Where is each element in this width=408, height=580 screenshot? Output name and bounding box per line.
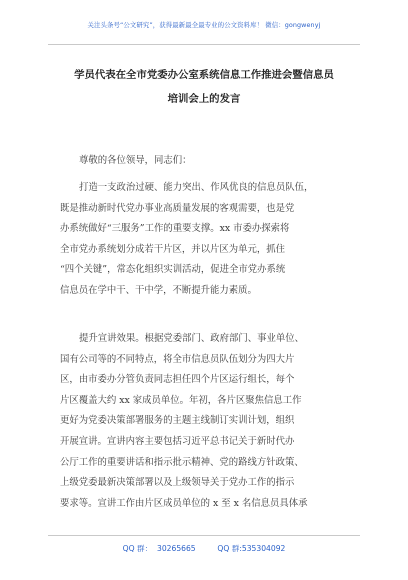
- paragraph-line: 全市党办系统划分成若干片区，并以片区为单元，抓住: [60, 243, 286, 255]
- paragraph-line: 更好为党委决策部署服务的主题主线制订实训计划，组织: [60, 415, 295, 427]
- paragraph-line: 提升宣讲效果。根据党委部门、政府部门、事业单位、: [79, 333, 305, 344]
- greeting: [60, 151, 348, 172]
- paragraph-line: 公厅工作的重要讲话和指示批示精神、党的路线方针政策、: [60, 456, 304, 468]
- paragraph-line: 办系统做好“三服务”工作的重要支撑。xx 市委办探索将: [60, 223, 290, 235]
- footer-divider: [48, 535, 360, 536]
- paragraph-line: “四个关键”，常态化组织实训活动，促进全市党办系统: [60, 264, 286, 276]
- paragraph-1: [60, 178, 348, 302]
- paragraph-line: 上级党委最新决策部署以及上级领导关于党办工作的指示: [60, 477, 295, 489]
- document-title-line-2: 培训会上的发言: [167, 93, 241, 105]
- paragraph-line: 开展宣讲。宣讲内容主要包括习近平总书记关于新时代办: [60, 435, 295, 447]
- paragraph-line: 信息员在学中干、干中学，不断提升能力素质。: [60, 284, 257, 296]
- paragraph-line: 国有公司等的不同特点，将全市信息员队伍划分为四大片: [60, 353, 295, 365]
- paragraph-line: 既是推动新时代党办事业高质量发展的客观需要，也是党: [60, 202, 295, 214]
- greeting-text: 尊敬的各位领导，同志们：: [79, 155, 192, 166]
- paragraph-2: [60, 329, 348, 514]
- paragraph-line: 区，由市委办分管负责同志担任四个片区运行组长，每个: [60, 374, 295, 386]
- header-banner: 关注头条号“公文研究”，获得最新最全最专业的公文资料库！ 微信：gongwenyj: [87, 21, 321, 29]
- footer-qq-groups: QQ 群： 30265665 QQ 群:535304092: [122, 544, 286, 553]
- paragraph-line: 打造一支政治过硬、能力突出、作风优良的信息员队伍，: [79, 182, 314, 193]
- document-title-line-1: 学员代表在全市党委办公室系统信息工作推进会暨信息员: [74, 69, 334, 81]
- paragraph-line: 片区覆盖大约 xx 家成员单位。年初，各片区聚焦信息工作: [60, 394, 302, 406]
- header-divider: [48, 44, 360, 45]
- paragraph-line: 要求等。宣讲工作由片区成员单位的 x 至 x 名信息员具体承: [60, 497, 308, 509]
